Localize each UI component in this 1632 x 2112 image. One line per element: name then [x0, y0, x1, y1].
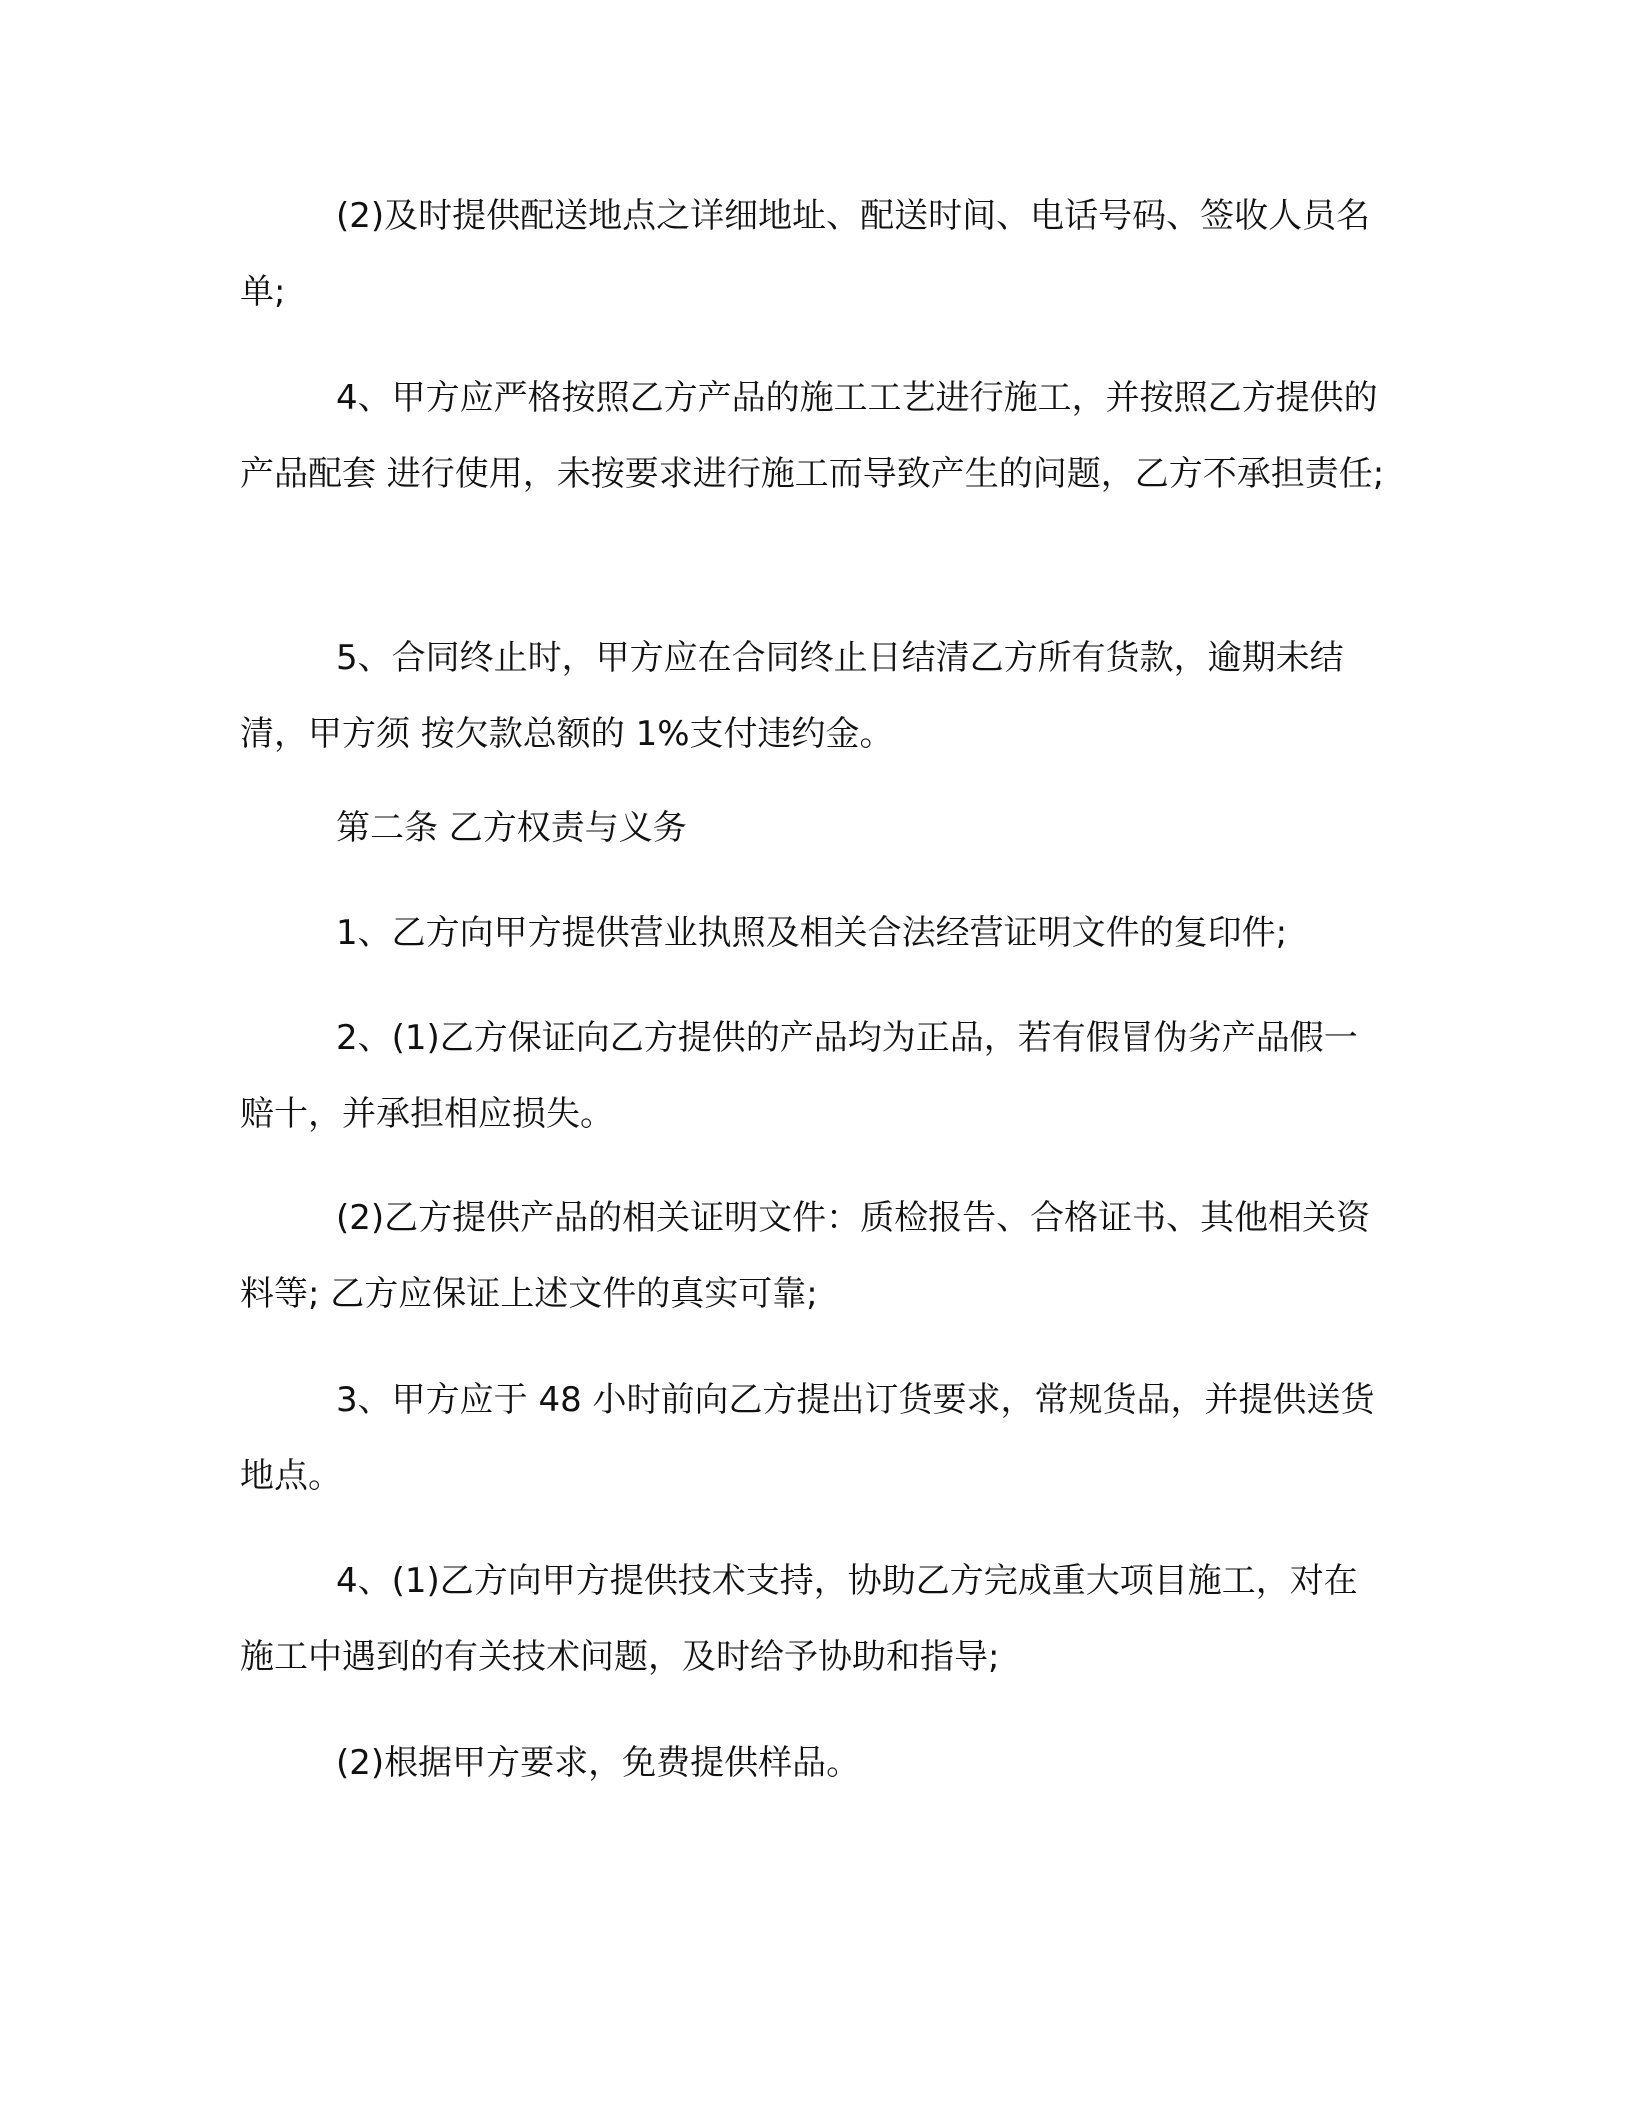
paragraph-certificates: (2)乙方提供产品的相关证明文件：质检报告、合格证书、其他相关资料等; 乙方应保证上述文件的真实可靠;	[240, 1198, 1371, 1314]
paragraph-construction-process: 4、甲方应严格按照乙方产品的施工工艺进行施工，并按照乙方提供的产品配套 进行使用，未按要求进行施工而导致产生的问题，乙方不承担责任;	[240, 378, 1385, 494]
paragraph-delivery-info: (2)及时提供配送地点之详细地址、配送时间、电话号码、签收人员名单;	[240, 196, 1371, 312]
paragraph-free-samples: (2)根据甲方要求，免费提供样品。	[336, 1743, 861, 1783]
paragraph-order-requirement: 3、甲方应于 48 小时前向乙方提出订货要求，常规货品，并提供送货地点。	[240, 1380, 1375, 1496]
section-heading-article-two: 第二条 乙方权责与义务	[336, 808, 687, 848]
paragraph-product-guarantee: 2、(1)乙方保证向乙方提供的产品均为正品，若有假冒伪劣产品假一赔十，并承担相应损失。	[240, 1018, 1358, 1134]
paragraph-business-license: 1、乙方向甲方提供营业执照及相关合法经营证明文件的复印件;	[336, 913, 1288, 953]
paragraph-contract-termination: 5、合同终止时，甲方应在合同终止日结清乙方所有货款，逾期未结清，甲方须 按欠款总额的 1%支付违约金。	[240, 638, 1344, 754]
paragraph-technical-support: 4、(1)乙方向甲方提供技术支持，协助乙方完成重大项目施工，对在施工中遇到的有关技术问题，及时给予协助和指导;	[240, 1561, 1358, 1677]
